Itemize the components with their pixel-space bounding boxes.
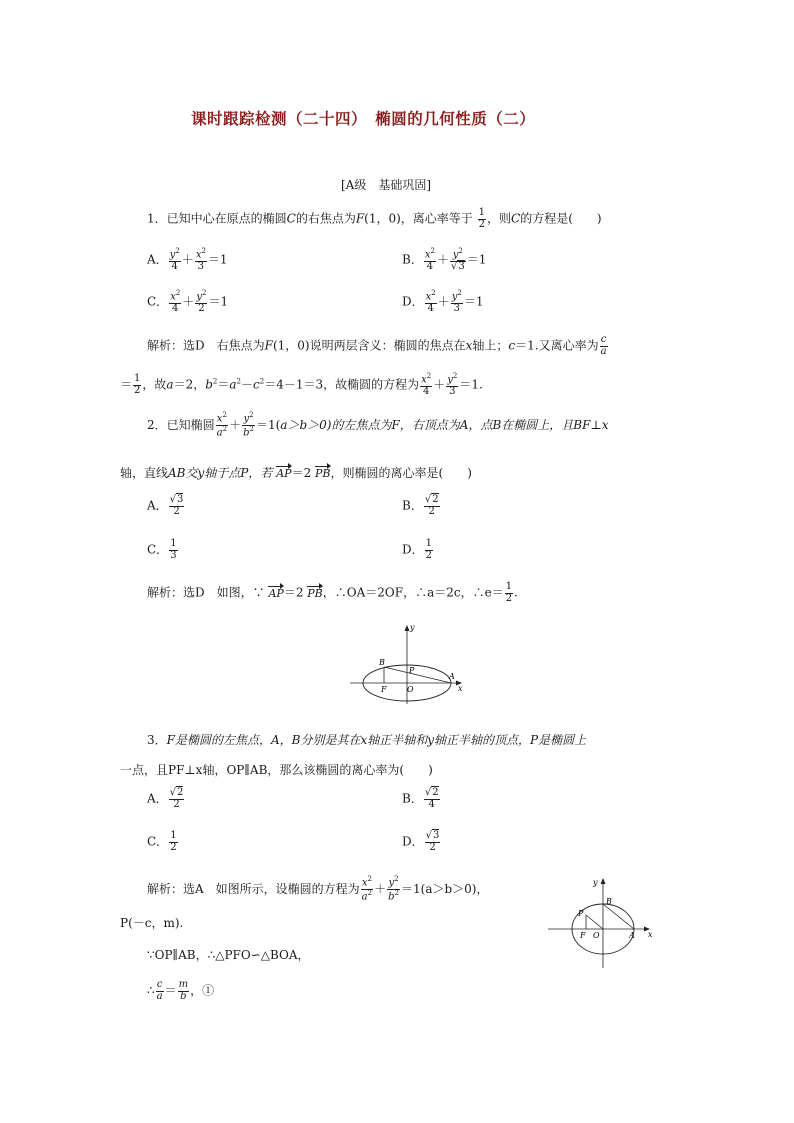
label-f: F: [381, 685, 387, 694]
q1-option-c: C． $\frac{x^2}{4}$ ＋ $\frac{y^2}{2}$ ＝1: [147, 289, 229, 314]
q2-stem-line1: 2．已知椭圆 $\frac{x^2}{a^2}$ ＋ $\frac{y^2}{b^2}$ ＝1(a＞b＞0)的左焦点为F，右顶点为A，点B在椭圆上，且BF⊥x: [147, 411, 609, 439]
q3-option-a: A． $\frac{√2}{2}$: [147, 787, 184, 810]
label-b: B: [379, 658, 385, 667]
section-heading: [A级 基础巩固]: [341, 178, 432, 192]
q1-option-a: A． $\frac{y^2}{4}$ ＋ $\frac{x^2}{3}$ ＝1: [147, 247, 228, 272]
label-x: x: [648, 930, 653, 939]
q2-option-b: B． $\frac{√2}{2}$: [402, 494, 439, 517]
q3-option-b: B． $\frac{√2}{4}$: [402, 787, 439, 810]
q2-option-c: C． $\frac{1}{3}$: [147, 538, 177, 561]
figure-ellipse-1: [350, 622, 470, 706]
q1-analysis-line1: 解析：选D 右焦点为F(1，0)说明两层含义：椭圆的焦点在x轴上；c＝1.又离心率为 $\frac{c}{a}$: [147, 334, 607, 357]
q3-analysis-line4: ∴ $\frac{c}{a}$ ＝ $\frac{m}{b}$ ，①: [147, 979, 215, 1002]
q2-analysis: 解析：选D 如图，∵ AP＝2 PB，∴OA＝2OF，∴a＝2c，∴e＝ $\frac{1}{2}$ .: [147, 581, 518, 604]
q2-option-d: D． $\frac{1}{2}$: [402, 538, 432, 561]
label-p: P: [578, 909, 584, 918]
label-a: A: [629, 931, 635, 940]
page-title: 课时跟踪检测（二十四） 椭圆的几何性质（二）: [191, 109, 536, 128]
q1-option-d: D． $\frac{x^2}{4}$ ＋ $\frac{y^2}{3}$ ＝1: [402, 289, 484, 314]
label-p: P: [409, 666, 415, 675]
q2-option-a: A． $\frac{√3}{2}$: [147, 494, 184, 517]
q3-option-d: D． $\frac{√3}{2}$: [402, 830, 440, 853]
segment-ba: [384, 667, 451, 683]
label-b: B: [606, 897, 612, 906]
label-a: A: [449, 672, 455, 681]
q1-option-b: B． $\frac{x^2}{4}$ ＋ $\frac{y^2}{√3}$ ＝1: [402, 247, 487, 272]
q3-analysis-line1: 解析：选A 如图所示，设椭圆的方程为 $\frac{x^2}{a^2}$ ＋ $\frac{y^2}{b^2}$ ＝1(a＞b＞0)，: [147, 875, 489, 903]
q3-option-c: C． $\frac{1}{2}$: [147, 830, 177, 853]
label-y: y: [593, 878, 598, 887]
label-y: y: [410, 623, 415, 632]
segment-po: [586, 915, 603, 929]
q3-stem-line2: 一点，且PF⊥x轴，OP∥AB，那么该椭圆的离心率为( ): [120, 763, 433, 777]
q3-analysis-line3: ∵OP∥AB，∴△PFO∽△BOA，: [147, 948, 310, 962]
label-x: x: [458, 684, 463, 693]
label-o: O: [407, 685, 414, 694]
label-o: O: [593, 931, 600, 940]
y-axis-arrow-icon: [601, 878, 606, 884]
q2-stem-line2: 轴，直线AB交y轴于点P，若 AP＝2 PB，则椭圆的离心率是( ): [120, 463, 472, 481]
q1-stem: 1．已知中心在原点的椭圆C的右焦点为F(1，0)，离心率等于 $\frac{1}{2}$ ，则C的方程是( ): [147, 207, 602, 230]
q1-analysis-line2: ＝ $\frac{1}{2}$ ，故a＝2，$b^2=a^2-c^2=4-1=3$，故椭圆的方程为 $\frac{x^2}{4}$ ＋ $\frac{y^2}{3}$ ＝1.: [120, 372, 483, 397]
figure-ellipse-2: [548, 874, 660, 970]
y-axis-arrow-icon: [405, 625, 410, 631]
q3-analysis-line2: P(－c，m).: [120, 916, 184, 930]
label-f: F: [580, 931, 586, 940]
q3-stem-line1: 3．F是椭圆的左焦点，A，B分别是其在x轴正半轴和y轴正半轴的顶点，P是椭圆上: [147, 733, 587, 747]
